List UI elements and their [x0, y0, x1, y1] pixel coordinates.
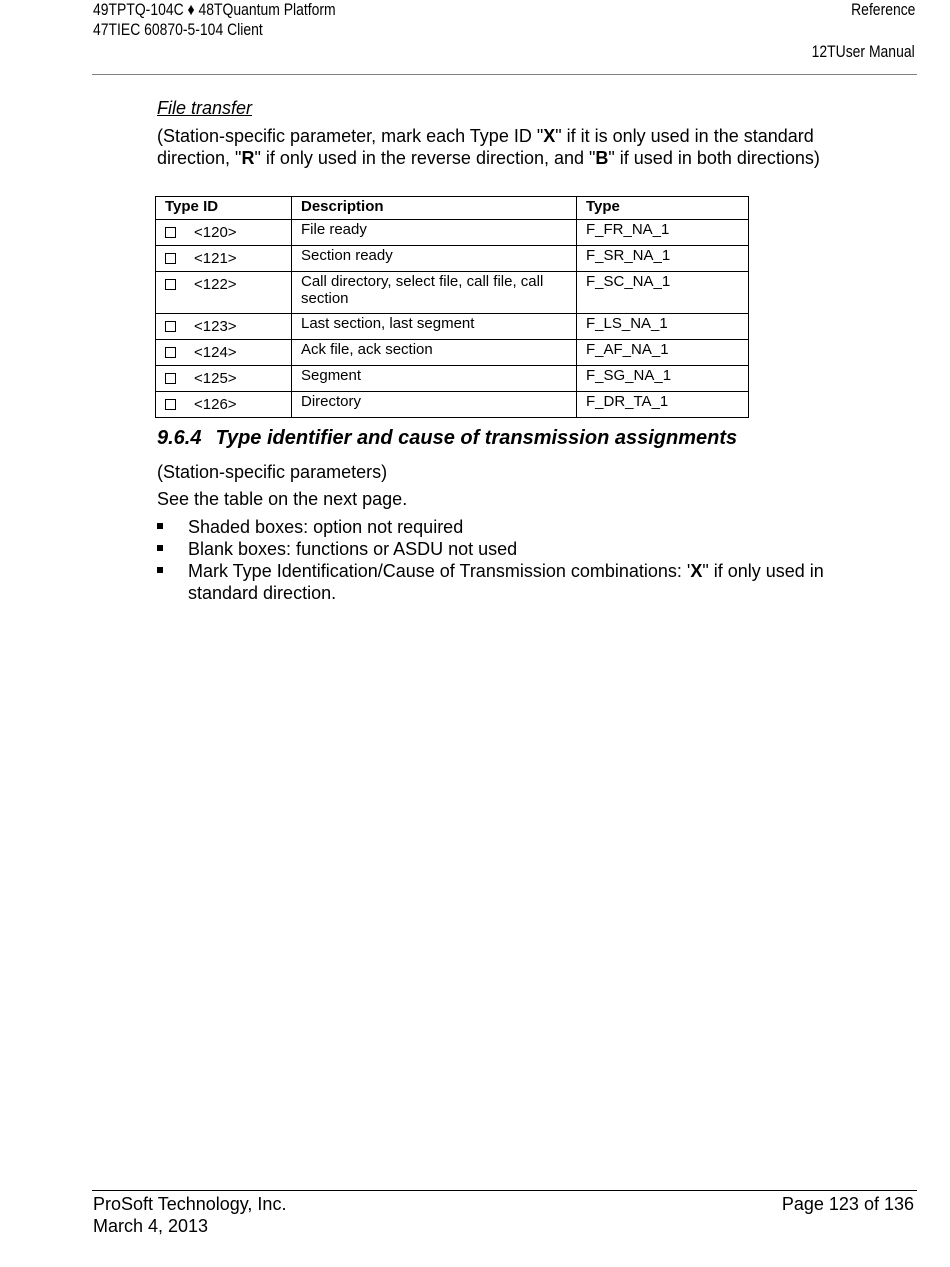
- column-header-type: Type: [577, 197, 749, 220]
- type-id-cell: [156, 366, 292, 392]
- file-transfer-heading: File transfer: [157, 98, 253, 118]
- column-header-type-id: Type ID: [156, 197, 292, 220]
- header-manual: 12TUser Manual: [811, 42, 915, 61]
- type-id-value: <125>: [194, 370, 237, 387]
- file-transfer-intro: (Station-specific parameter, mark each Type ID "X" if it is only used in the standard direction, "R" if only used in the reverse direction, and "B" if used in both directions): [157, 126, 820, 168]
- table-row: [156, 246, 749, 272]
- type-cell: F_FR_NA_1: [577, 220, 749, 246]
- checkbox-icon[interactable]: [165, 399, 176, 410]
- table-header-row: [156, 197, 749, 220]
- bullet-list: [157, 516, 837, 604]
- description-cell: Section ready: [292, 246, 577, 272]
- table-row: [156, 340, 749, 366]
- checkbox-icon[interactable]: [165, 347, 176, 358]
- type-cell: F_SG_NA_1: [577, 366, 749, 392]
- checkbox-icon[interactable]: [165, 253, 176, 264]
- section-para-station: (Station-specific parameters): [157, 462, 388, 482]
- list-item: Shaded boxes: option not required: [157, 516, 837, 538]
- description-cell: Call directory, select file, call file, call section: [292, 272, 577, 314]
- type-id-cell: [156, 392, 292, 418]
- type-id-value: <121>: [194, 250, 237, 267]
- section-number: 9.6.4: [157, 427, 202, 449]
- type-cell: F_LS_NA_1: [577, 314, 749, 340]
- table-row: [156, 366, 749, 392]
- bullet-icon: [157, 567, 163, 573]
- type-id-cell: [156, 314, 292, 340]
- list-item: Blank boxes: functions or ASDU not used: [157, 538, 837, 560]
- column-header-description: Description: [292, 197, 577, 220]
- table-row: [156, 392, 749, 418]
- table-row: [156, 220, 749, 246]
- footer-company: ProSoft Technology, Inc.: [93, 1194, 287, 1214]
- file-transfer-table: [155, 196, 749, 418]
- type-id-cell: [156, 220, 292, 246]
- type-cell: F_AF_NA_1: [577, 340, 749, 366]
- checkbox-icon[interactable]: [165, 321, 176, 332]
- description-cell: Segment: [292, 366, 577, 392]
- section-heading: [157, 426, 737, 450]
- type-id-value: <122>: [194, 276, 237, 293]
- footer-divider: [92, 1190, 917, 1191]
- description-cell: File ready: [292, 220, 577, 246]
- footer-page-number: Page 123 of 136: [781, 1194, 914, 1214]
- type-id-cell: [156, 246, 292, 272]
- footer-date: March 4, 2013: [93, 1216, 209, 1236]
- type-id-value: <124>: [194, 344, 237, 361]
- section-title: Type identifier and cause of transmission assignments: [215, 427, 738, 449]
- description-cell: Last section, last segment: [292, 314, 577, 340]
- type-id-value: <126>: [194, 396, 237, 413]
- type-id-cell: [156, 340, 292, 366]
- header-section: Reference: [850, 0, 915, 19]
- header-product: 49TPTQ-104C ♦ 48TQuantum Platform: [93, 0, 336, 19]
- checkbox-icon[interactable]: [165, 279, 176, 290]
- checkbox-icon[interactable]: [165, 227, 176, 238]
- header-protocol: 47TIEC 60870-5-104 Client: [93, 20, 263, 39]
- type-cell: F_SR_NA_1: [577, 246, 749, 272]
- checkbox-icon[interactable]: [165, 373, 176, 384]
- type-cell: F_SC_NA_1: [577, 272, 749, 314]
- table-row: [156, 314, 749, 340]
- type-id-value: <120>: [194, 224, 237, 241]
- list-item: Mark Type Identification/Cause of Transmission combinations: 'X" if only used in standard direction.: [157, 560, 837, 604]
- description-cell: Ack file, ack section: [292, 340, 577, 366]
- type-id-value: <123>: [194, 318, 237, 335]
- table-row: [156, 272, 749, 314]
- description-cell: Directory: [292, 392, 577, 418]
- bullet-icon: [157, 545, 163, 551]
- bullet-icon: [157, 523, 163, 529]
- type-cell: F_DR_TA_1: [577, 392, 749, 418]
- header-divider: [92, 74, 917, 75]
- section-para-see-table: See the table on the next page.: [157, 489, 408, 509]
- type-id-cell: [156, 272, 292, 314]
